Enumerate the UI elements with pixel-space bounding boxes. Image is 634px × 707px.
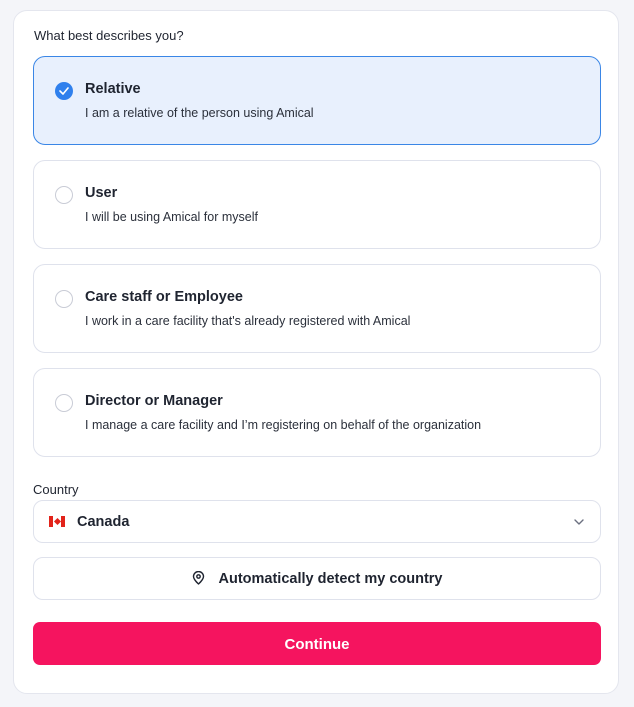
continue-button[interactable]: Continue — [33, 622, 601, 665]
option-care-staff[interactable] — [33, 264, 601, 353]
option-title: Care staff or Employee — [85, 289, 243, 305]
option-title: User — [85, 185, 118, 201]
option-description: I will be using Amical for myself — [85, 210, 258, 224]
detect-country-content — [34, 571, 600, 587]
option-description: I manage a care facility and I’m registering on behalf of the organization — [85, 418, 482, 432]
option-description: I am a relative of the person using Amical — [85, 106, 314, 120]
detect-country-button[interactable] — [33, 557, 601, 600]
option-title: Relative — [85, 81, 141, 97]
radio-unchecked-icon[interactable] — [55, 394, 73, 412]
option-relative[interactable] — [33, 56, 601, 145]
map-pin-icon — [192, 571, 205, 585]
canada-flag-icon — [49, 516, 65, 527]
country-label: Country — [33, 482, 79, 497]
country-select[interactable] — [33, 500, 601, 543]
role-selection-card — [13, 10, 619, 694]
option-description: I work in a care facility that's already registered with Amical — [85, 314, 411, 328]
country-selected-value: Canada — [77, 514, 130, 530]
option-title: Director or Manager — [85, 393, 223, 409]
radio-checked-icon[interactable] — [55, 82, 73, 100]
radio-unchecked-icon[interactable] — [55, 290, 73, 308]
question-label: What best describes you? — [34, 28, 184, 43]
detect-country-label: Automatically detect my country — [218, 571, 443, 587]
chevron-down-icon — [573, 517, 585, 527]
option-user[interactable] — [33, 160, 601, 249]
radio-unchecked-icon[interactable] — [55, 186, 73, 204]
option-director[interactable] — [33, 368, 601, 457]
